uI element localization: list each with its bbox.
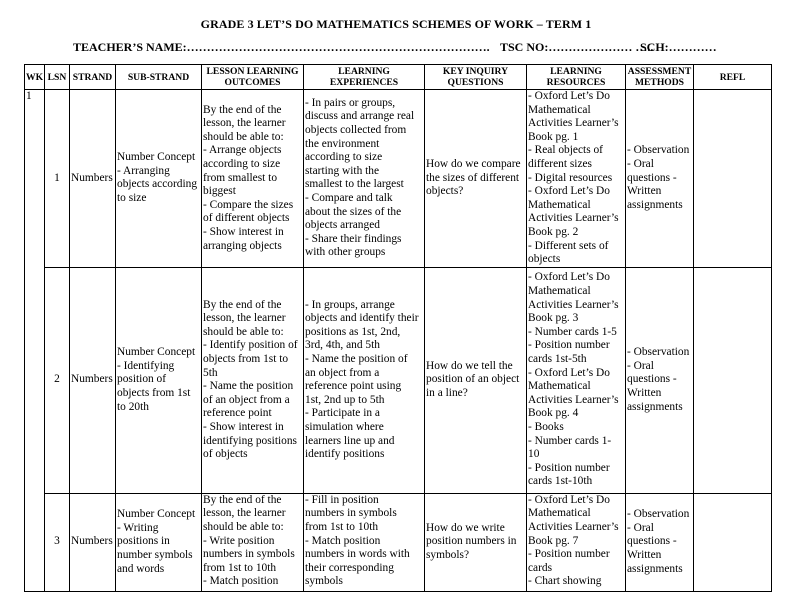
cell-line: symbols? [426, 549, 470, 562]
cell-line: Number Concept [117, 508, 196, 521]
cell-line: simulation where [305, 421, 384, 433]
cell-line: - In pairs or groups, [305, 96, 396, 109]
cell-line: - Match position [305, 534, 381, 547]
resources-cell [527, 90, 626, 268]
cell-line: - Observation [627, 144, 690, 157]
cell-line: lesson, the learner [203, 117, 286, 130]
header-refl: REFL [694, 65, 772, 90]
cell-line: - Oral [627, 359, 654, 372]
cell-line: from smallest to [203, 171, 278, 184]
cell-line: - Books [528, 421, 564, 433]
cell-line: - Oral [627, 157, 654, 170]
cell-line: - Chart showing [528, 575, 602, 588]
cell-line: - Observation [627, 346, 690, 359]
cell-line: according to size [203, 157, 281, 170]
lesson-number-cell: 3 [45, 493, 70, 591]
cell-line: discuss and arrange real [305, 110, 415, 123]
sub-strand-cell [116, 267, 202, 493]
header-wk: WK [25, 65, 45, 90]
cell-line: Written [627, 387, 662, 400]
cell-line: questions - [627, 535, 677, 548]
cell-line: different sizes [528, 157, 592, 170]
cell-line: questions - [627, 171, 677, 184]
lesson-number-cell: 1 [45, 90, 70, 268]
cell-line: - In groups, arrange [305, 298, 395, 311]
table-row [25, 267, 772, 493]
experiences-cell [304, 90, 425, 268]
cell-line: numbers in words with [305, 548, 410, 561]
cell-line: cards 1st-10th [528, 475, 593, 488]
cell-line: - Identify position of [203, 339, 298, 352]
cell-line: reference point using [305, 380, 402, 393]
cell-line: objects from 1st to [203, 353, 289, 366]
cell-line: Book pg. 1 [528, 130, 579, 143]
table-row [25, 90, 772, 268]
cell-line: - Position number [528, 339, 610, 352]
cell-line: position numbers in [426, 535, 517, 548]
cell-line: - Oral [627, 521, 654, 534]
table-row [25, 493, 772, 591]
cell-line: - Compare and talk [305, 191, 393, 204]
cell-line: should be able to: [203, 130, 284, 143]
cell-line: - Oxford Let’s Do [528, 90, 610, 102]
cell-line: By the end of the [203, 298, 282, 311]
cell-line: cards [528, 561, 553, 574]
table-header-row [25, 65, 772, 90]
cell-line: learners line up and [305, 434, 395, 447]
cell-line: - Number cards 1- [528, 434, 612, 447]
cell-line: questions - [627, 373, 677, 386]
cell-line: positions in [117, 535, 170, 548]
cell-line: - Arranging [117, 164, 170, 177]
cell-line: objects from 1st [117, 387, 191, 400]
cell-line: - Identifying [117, 359, 175, 372]
cell-line: position of [117, 373, 167, 386]
cell-line: How do we compare [426, 157, 521, 170]
outcomes-cell [202, 267, 304, 493]
cell-line: How do we write [426, 521, 505, 534]
cell-line: - Write position [203, 534, 275, 547]
cell-line: positions as 1st, 2nd, [305, 325, 401, 338]
assessment-cell [626, 493, 694, 591]
school-field: SCH:………… [640, 40, 717, 54]
cell-line: Book pg. 7 [528, 534, 579, 547]
cell-line: Activities Learner’s [528, 117, 619, 130]
cell-line: Book pg. 4 [528, 407, 579, 420]
cell-line: By the end of the [203, 103, 282, 116]
cell-line: cards 1st-5th [528, 353, 587, 366]
experiences-cell [304, 267, 425, 493]
header-lsn: LSN [45, 65, 70, 90]
cell-line: - Arrange objects [203, 144, 282, 157]
cell-line: - Oxford Let’s Do [528, 366, 610, 379]
cell-line: numbers in symbols [203, 548, 295, 561]
cell-line: assignments [627, 562, 683, 575]
resources-cell [527, 493, 626, 591]
lesson-number-cell: 2 [45, 267, 70, 493]
cell-line: - Show interest in [203, 421, 284, 433]
cell-line: 10 [528, 448, 540, 461]
tsc-number-field: TSC NO:………………… ….. [500, 40, 654, 54]
reflection-cell[interactable] [694, 90, 772, 268]
teacher-name-field: TEACHER’S NAME:…………………………………………………………………. [73, 40, 490, 54]
cell-line: numbers in symbols [305, 507, 397, 520]
reflection-cell[interactable] [694, 267, 772, 493]
cell-line: Mathematical [528, 103, 591, 116]
strand-cell: Numbers [70, 90, 116, 268]
cell-line: Activities Learner’s [528, 298, 619, 311]
document-title: GRADE 3 LET’S DO MATHEMATICS SCHEMES OF WORK – TERM 1 [200, 17, 592, 31]
header-key-inquiry: KEY INQUIRY QUESTIONS [425, 65, 527, 90]
sub-strand-cell [116, 493, 202, 591]
cell-line: By the end of the [203, 493, 282, 506]
header-experiences: LEARNING EXPERIENCES [304, 65, 425, 90]
cell-line: according to size [305, 151, 383, 164]
resources-cell [527, 267, 626, 493]
cell-line: - Real objects of [528, 144, 603, 157]
cell-line: Number Concept [117, 151, 196, 164]
cell-line: - Oxford Let’s Do [528, 271, 610, 284]
cell-line: - Compare the sizes [203, 198, 294, 211]
header-assessment: ASSESSMENT METHODS [626, 65, 694, 90]
cell-line: objects and identify their [305, 312, 419, 325]
header-outcomes: LESSON LEARNING OUTCOMES [202, 65, 304, 90]
cell-line: number symbols [117, 549, 193, 562]
experiences-cell [304, 493, 425, 591]
cell-line: objects according [117, 178, 198, 191]
cell-line: 3rd, 4th, and 5th [305, 339, 380, 352]
cell-line: objects arranged [305, 219, 380, 232]
cell-line: to 20th [117, 400, 149, 413]
cell-line: from 1st to 10th [203, 561, 277, 574]
cell-line: reference point [203, 407, 272, 420]
cell-line: Book pg. 3 [528, 312, 579, 325]
cell-line: Written [627, 185, 662, 198]
cell-line: position of an object [426, 373, 520, 386]
assessment-cell [626, 90, 694, 268]
cell-line: lesson, the learner [203, 312, 286, 325]
cell-line: their corresponding [305, 561, 394, 574]
assessment-cell [626, 267, 694, 493]
cell-line: - Oxford Let’s Do [528, 185, 610, 198]
cell-line: Mathematical [528, 285, 591, 298]
reflection-cell[interactable] [694, 493, 772, 591]
cell-line: - Name the position [203, 380, 294, 393]
week-cell: 1 [25, 90, 45, 592]
cell-line: objects collected from [305, 123, 407, 136]
cell-line: - Fill in position [305, 493, 379, 506]
cell-line: How do we tell the [426, 359, 513, 372]
cell-line: symbols [305, 575, 343, 588]
cell-line: - Share their findings [305, 232, 402, 245]
cell-line: from 1st to 10th [305, 520, 379, 533]
cell-line: identify positions [305, 448, 385, 461]
cell-line: Mathematical [528, 380, 591, 393]
outcomes-cell [202, 90, 304, 268]
cell-line: Number Concept [117, 346, 196, 359]
cell-line: - Oxford Let’s Do [528, 493, 610, 506]
cell-line: should be able to: [203, 520, 284, 533]
outcomes-cell [202, 493, 304, 591]
cell-line: and words [117, 562, 165, 575]
cell-line: with other groups [305, 246, 386, 259]
strand-cell: Numbers [70, 267, 116, 493]
key-inquiry-cell [425, 267, 527, 493]
cell-line: Mathematical [528, 198, 591, 211]
cell-line: objects? [426, 185, 464, 198]
cell-line: identifying positions [203, 434, 297, 447]
cell-line: starting with the [305, 164, 380, 177]
cell-line: of objects [203, 448, 248, 461]
cell-line: - Match position [203, 575, 279, 588]
cell-line: - Position number [528, 461, 610, 474]
cell-line: Activities Learner’s [528, 393, 619, 406]
cell-line: 1st, 2nd up to 5th [305, 393, 385, 406]
cell-line: of an object from a [203, 393, 290, 406]
cell-line: in a line? [426, 387, 468, 400]
header-resources: LEARNING RESOURCES [527, 65, 626, 90]
cell-line: - Position number [528, 548, 610, 561]
cell-line: the environment [305, 137, 380, 150]
cell-line: of different objects [203, 212, 290, 225]
cell-line: objects [528, 253, 561, 266]
strand-cell: Numbers [70, 493, 116, 591]
cell-line: - Observation [627, 508, 690, 521]
cell-line: - Show interest in [203, 225, 284, 238]
cell-line: arranging objects [203, 239, 282, 252]
header-sub-strand: SUB-STRAND [116, 65, 202, 90]
key-inquiry-cell [425, 493, 527, 591]
cell-line: lesson, the learner [203, 507, 286, 520]
cell-line: - Different sets of [528, 239, 609, 252]
cell-line: should be able to: [203, 325, 284, 338]
cell-line: - Participate in a [305, 407, 380, 420]
cell-line: Book pg. 2 [528, 225, 579, 238]
cell-line: assignments [627, 198, 683, 211]
header-strand: STRAND [70, 65, 116, 90]
scheme-of-work-table [24, 64, 772, 592]
cell-line: to size [117, 191, 147, 204]
cell-line: 5th [203, 366, 218, 379]
key-inquiry-cell [425, 90, 527, 268]
cell-line: biggest [203, 185, 236, 198]
cell-line: - Name the position of [305, 353, 408, 366]
cell-line: - Number cards 1-5 [528, 325, 617, 338]
cell-line: about the sizes of the [305, 205, 402, 218]
cell-line: the sizes of different [426, 171, 520, 184]
cell-line: smallest to the largest [305, 178, 404, 191]
cell-line: - Writing [117, 521, 159, 534]
cell-line: Activities Learner’s [528, 212, 619, 225]
cell-line: Mathematical [528, 507, 591, 520]
sub-strand-cell [116, 90, 202, 268]
cell-line: Written [627, 549, 662, 562]
cell-line: assignments [627, 400, 683, 413]
cell-line: Activities Learner’s [528, 520, 619, 533]
cell-line: an object from a [305, 366, 380, 379]
cell-line: - Digital resources [528, 171, 613, 184]
